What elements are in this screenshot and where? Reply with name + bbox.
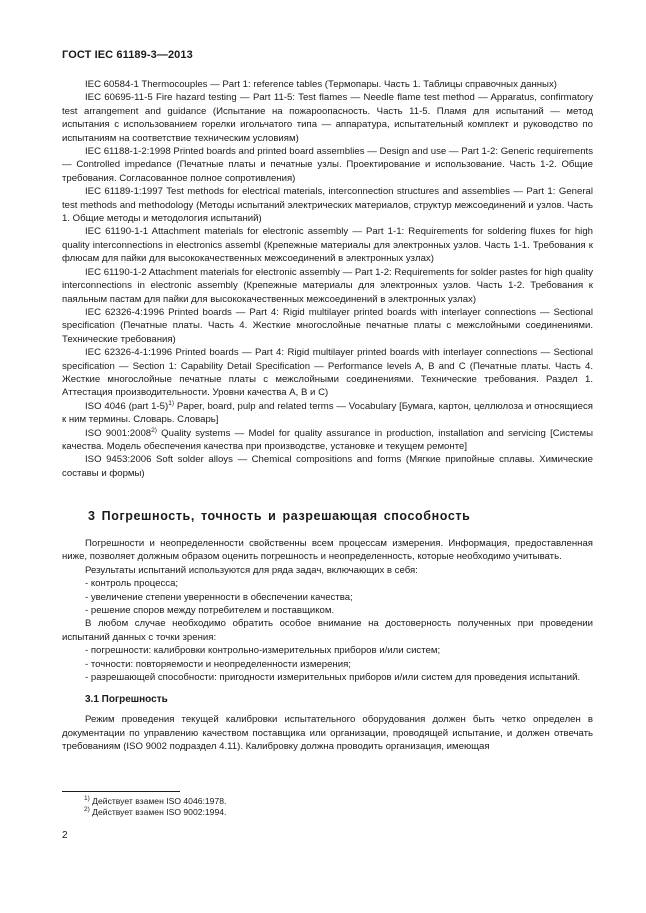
reference-item	[62, 400, 593, 427]
list-item: - решение споров между потребителем и поставщиком.	[85, 605, 335, 617]
section-body	[62, 537, 593, 754]
reference-item: IEC 61190-1-1 Attachment materials for electronic assembly — Part 1-1: Requirements for soldering fluxes for high quality interconnections in electronics assembl (Крепежные материалы для электронных узлов. Часть 1-1. Требования к флюсам для пайки для высококачественных межсоединений в электронных узлах)	[62, 226, 593, 265]
footnote-divider	[62, 791, 180, 792]
paragraph: Результаты испытаний используются для ряда задач, включающих в себя:	[85, 564, 418, 576]
paragraph: Режим проведения текущей калибровки испытательного оборудования должен быть четко определен в документации по управлению качеством поставщика или организации, проводящей испытание, и должен отвечать требованиям (ISO 9002 подраздел 4.11). Калибровку должна проводить организация, имеющая	[62, 714, 593, 753]
section-title: 3 Погрешность, точность и разрешающая способность	[88, 509, 471, 523]
list-item: - точности: повторяемости и неопределенности измерения;	[85, 658, 351, 670]
reference-item: IEC 61189-1:1997 Test methods for electrical materials, interconnection structures and assemblies — Part 1: General test methods and methodology (Методы испытаний электрических материалов, структур межсоединений и узлов. Часть 1. Общие методы и методология испытаний)	[62, 186, 593, 225]
list-item: - разрешающей способности: пригодности измерительных приборов и/или систем для проведения испытаний.	[85, 672, 581, 684]
document-header: ГОСТ IEC 61189-3—2013	[62, 49, 193, 61]
footnote-mark: 1)	[168, 399, 174, 407]
footnote-mark: 2)	[151, 426, 157, 434]
footnote	[84, 796, 226, 807]
reference-item: IEC 62326-4-1:1996 Printed boards — Part 4: Rigid multilayer printed boards with interlayer connections — Sectional specification — Section 1: Capability Detail Specification — Performance levels A, B and C (Печатные платы. Часть 4. Жесткие многослойные печатные платы с межслойными соединениями. Технические требования. Раздел 1. Аттестация производительности. Уровни качества А, В и С)	[62, 347, 593, 399]
reference-item: IEC 62326-4:1996 Printed boards — Part 4: Rigid multilayer printed boards with interlayer connections — Sectional specification (Печатные платы. Часть 4. Жесткие многослойные печатные платы с межслойными соединениями. Технические требования)	[62, 306, 593, 345]
reference-text: Quality systems — Model for quality assurance in production, installation and servicing [Системы качества. Модель обеспечения качества при производстве, установке и текущем ремонте]	[62, 427, 593, 452]
reference-text: Paper, board, pulp and related terms — Vocabulary [Бумага, картон, целлюлоза и относящиеся к ним термины. Словарь. Словарь]	[62, 400, 593, 426]
footnotes	[84, 796, 226, 818]
reference-item	[62, 427, 593, 454]
footnote-mark: 2)	[84, 806, 90, 814]
reference-code: ISO 4046 (part 1-5)	[85, 400, 169, 412]
reference-item: IEC 60695-11-5 Fire hazard testing — Part 11-5: Test flames — Needle flame test method — Apparatus, confirmatory test arrangement and guidance (Испытание на пожароопасность. Часть 11-5. Пламя для испытаний — метод испытания с использованием горелки игольчатого типа — аппаратура, испытательный комплект и руководство по испытаниям на соответствие техническим условиям)	[62, 92, 593, 144]
reference-code: ISO 9001:2008	[85, 427, 152, 439]
paragraph: Погрешности и неопределенности свойственны всем процессам измерения. Информация, предоставленная ниже, позволяет должным образом оценить погрешность и неопределенность, которые необходимо учитывать.	[62, 538, 593, 563]
reference-item: IEC 60584-1 Thermocouples — Part 1: reference tables (Термопары. Часть 1. Таблицы справочных данных)	[85, 79, 557, 90]
list-item: - увеличение степени уверенности в обеспечении качества;	[85, 591, 353, 603]
normative-references	[62, 78, 593, 480]
list-item: - погрешности: калибровки контрольно-измерительных приборов и/или систем;	[85, 645, 441, 657]
page-number: 2	[62, 830, 68, 841]
reference-item: IEC 61190-1-2 Attachment materials for electronic assembly — Part 1-2: Requirements for solder pastes for high quality interconnections in electronic assembly (Крепежные материалы для электронных узлов. Часть 1-2. Требования к паяльным пастам для пайки для высококачественных межсоединений в электронных узлах)	[62, 266, 593, 305]
subsection-title: 3.1 Погрешность	[85, 694, 168, 706]
reference-item: ISO 9453:2006 Soft solder alloys — Chemical compositions and forms (Мягкие припойные сплавы. Химические составы и формы)	[62, 454, 593, 479]
paragraph: В любом случае необходимо обратить особое внимание на достоверность полученных при проведении испытаний данных с точки зрения:	[62, 618, 593, 643]
footnote-text: Действует взамен ISO 9002:1994.	[89, 807, 227, 817]
footnote	[84, 807, 226, 818]
list-item: - контроль процесса;	[85, 578, 179, 590]
footnote-text: Действует взамен ISO 4046:1978.	[89, 796, 227, 806]
footnote-mark: 1)	[84, 795, 90, 803]
reference-item: IEC 61188-1-2:1998 Printed boards and printed board assemblies — Design and use — Part 1-2: Generic requirements — Controlled impedance (Печатные платы и печатные узлы. Проектирование и использование. Часть 1-2. Общие требования. Согласованное полное сопротивления)	[62, 146, 593, 184]
